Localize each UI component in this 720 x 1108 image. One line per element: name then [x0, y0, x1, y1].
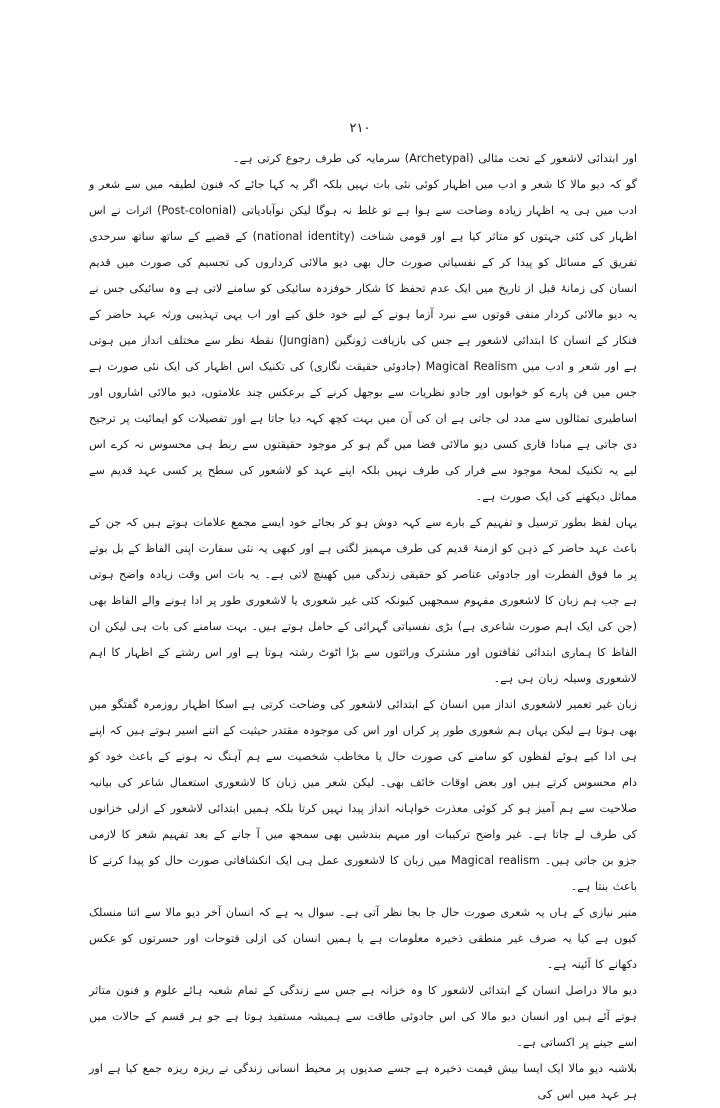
paragraph: منیر نیازی کے ہاں یہ شعری صورت حال جا بجا نظر آتی ہے۔ سوال یہ ہے کہ انسان آخر دیو مالا سے اتنا منسلک کیوں ہے کیا یہ صرف غیر منطقی ذخیرہ معلومات ہے یا ہمیں انسان کی ازلی فتوحات اور حسرتوں کو عکس دکھانے کا آئینہ ہے۔ [89, 906, 637, 971]
paragraph: بلاشبہ دیو مالا ایک ایسا بیش قیمت ذخیرہ ہے جسے صدیوں پر محیط انسانی زندگی نے ریزہ ریزہ جمع کیا ہے اور ہر عہد میں اس کی [89, 1062, 637, 1101]
paragraph: زبان غیر تعمیر لاشعوری انداز میں انسان کے ابتدائی لاشعور کی وضاحت کرتی ہے اسکا اظہار روزمرہ گفتگو میں بھی ہوتا ہے لیکن یہاں ہم شعوری طور پر کراں اور اس کی موجودہ مقتدر حیثیت کے اتنے اسیر ہوتے ہیں کہ اپنے ہی ادا کیے ہوئے لفظوں کو سامنے کی صورت حال یا مخاطب شخصیت سے ہم آہنگ نہ ہونے کے باعث خود کو دام محسوس کرتے ہیں اور بعض اوقات خائف بھی۔ لیکن شعر میں زبان کا لاشعوری استعمال شاعر کی بیانیہ صلاحیت سے ہم آمیز ہو کر کوئی معذرت خواہانہ انداز پیدا نہیں کرتا بلکہ ہمیں ابتدائی لاشعور کے ازلی خزانوں کی طرف لے جاتا ہے۔ غیر واضح ترکیبات اور مبہم بندشیں بھی سمجھ میں آ جانے کے بعد تفہیم شعر کا لازمی جزو بن جاتی ہیں۔ Magical realism میں زبان کا لاشعوری عمل ہی ایک انکشافاتی صورت حال کو پیدا کرنے کا باعث بنتا ہے۔ [89, 698, 637, 893]
page-number: ۲۱۰ [349, 121, 371, 136]
body-text [89, 146, 637, 1108]
paragraph: یہاں لفظ بطور ترسیل و تفہیم کے بارے سے کہہ دوش ہو کر بجائے خود ایسے مجمع علامات ہوتے ہیں کہ جن کے باعث عہد حاضر کے ذہن کو ازمنۂ قدیم کی طرف مہمیز لگتی ہے اور کبھی یہ نئی سفارت اپنی الفاظ کے بل بوتے پر ما فوق الفطرت اور جادوئی عناصر کو حقیقی زندگی میں کھینچ لاتی ہے۔ یہ بات اس وقت زیادہ واضح ہوتی ہے جب ہم زبان کا لاشعوری مفہوم سمجھیں کیونکہ کئی غیر شعوری یا لاشعوری طور پر ادا ہونے والے الفاظ بھی (جن کی ایک اہم صورت شاعری ہے) بڑی نفسیاتی گہرائی کے حامل ہوتے ہیں۔ بہت سامنے کی بات ہی لیکن ان الفاظ کا ہماری ابتدائی ثقافتوں اور مشترک وراثتوں سے بڑا اٹوٹ رشتہ ہوتا ہے اور اس رشتے کے اظہار کا اہم لاشعوری وسیلہ زبان ہی ہے۔ [89, 516, 637, 685]
paragraph: اور ابتدائی لاشعور کے تحت مثالی (Archetypal) سرمایہ کی طرف رجوع کرتی ہے۔ [233, 152, 637, 165]
paragraph: گو کہ دیو مالا کا شعر و ادب میں اظہار کوئی نئی بات نہیں بلکہ اگر یہ کہا جائے کہ فنون لطیفہ میں سے شعر و ادب میں ہی یہ اظہار زیادہ وضاحت سے ہوا ہے تو غلط نہ ہوگا لیکن نوآبادیاتی (Post-colonial) اثرات نے اس اظہار کی کئی جہتوں کو متاثر کیا ہے اور قومی شناخت (national identity) کے قضیے کے ساتھ ساتھ سرحدی تفریق کے مسائل کو پیدا کر کے نفسیاتی صورت حال بھی دیو مالائی کرداروں کی تجسیم کی صورت میں قدیم انسان کی زمانۂ قبل از تاریخ میں ایک عدم تحفظ کا شکار خوفزدہ سائیکی کو سامنے لاتی ہے وہ سائیکی جس نے یہ دیو مالائی کردار منفی قوتوں سے نبرد آزما ہونے کے لیے خود خلق کیے اور اب یہی تہذیبی ورثہ عہد حاضر کے فنکار کے انسان کا ابتدائی لاشعور ہے جس کی بازیافت ژونگین (Jungian) نقطۂ نظر سے مختلف انداز میں ہوتی ہے اور شعر و ادب میں Magical Realism (جادوئی حقیقت نگاری) کی تکنیک اس اظہار کی ایک نئی صورت ہے جس میں فن پارے کو خوابوں اور جادو نظریات سے بوجھل کرنے کے برعکس چند علامتوں، دیو مالائی اشاروں اور اساطیری تمثالوں سے مدد لی جاتی ہے ان کی آن میں بہت کچھ کہہ دیا جاتا ہے اور تفصیلات کو ایمائیت پر ترجیح دی جاتی ہے مبادا قاری کسی دیو مالائی فضا میں گم ہو کر موجود حقیقتوں سے ربط ہی محسوس نہ کرے اس لیے یہ تکنیک لمحۂ موجود سے فرار کی طرف نہیں بلکہ اپنے عہد کو لاشعور کی سطح پر کسی عہد قدیم سے مماثل دیکھنے کی ایک صورت ہے۔ [89, 178, 638, 503]
paragraph: دیو مالا دراصل انسان کے ابتدائی لاشعور کا وہ خزانہ ہے جس سے زندگی کے تمام شعبہ ہائے علوم و فنون متاثر ہوتے آئے ہیں اور انسان دیو مالا کی اس جادوئی طاقت سے ہمیشہ مستفید ہوتا ہے جو ہر قسم کے حالات میں اسے جینے پر اکساتی ہے۔ [89, 984, 637, 1049]
